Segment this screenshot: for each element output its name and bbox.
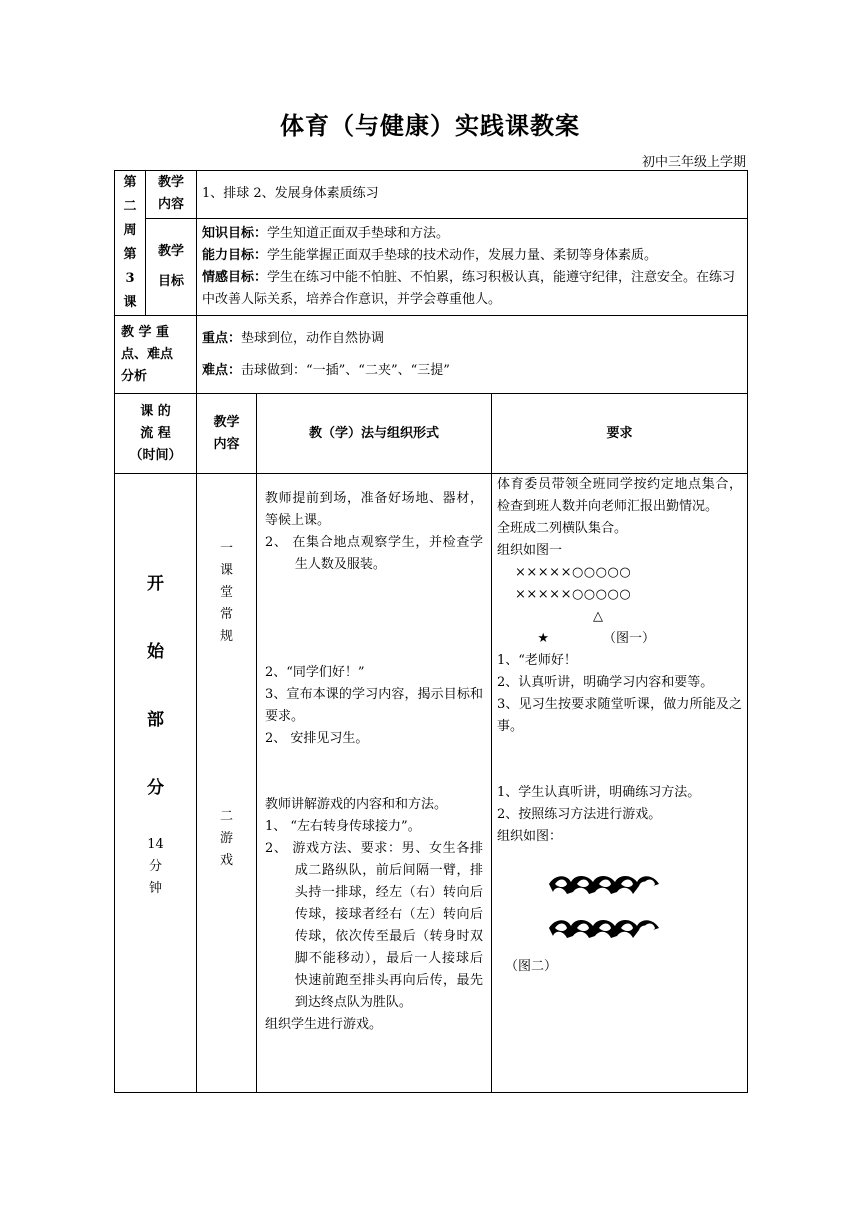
- focus-label-line: 教 学 重: [121, 324, 170, 340]
- method-line: 3、宣布本课的学习内容，揭示目标和要求。: [265, 687, 483, 724]
- focus-label-cell: [115, 316, 197, 394]
- key-label: 重点：: [202, 330, 242, 346]
- part1-label-char: 规: [219, 629, 233, 644]
- content-column: [197, 474, 257, 1093]
- focus-label-line: 分析: [121, 368, 148, 384]
- diff-text: 击球做到：“一插”、“二夹”、“三提”: [241, 362, 450, 378]
- relay-row-icon: [549, 920, 659, 938]
- method-line: 组织学生进行游戏。: [265, 1017, 383, 1032]
- req-line: 全班成二列横队集合。: [497, 521, 628, 536]
- method-line: 2、 安排见习生。: [265, 731, 369, 746]
- content-value: 1、排球 2、发展身体素质练习: [197, 171, 748, 219]
- ability-objective: [202, 245, 742, 267]
- part2-label-char: 二: [219, 809, 233, 824]
- knowledge-objective: [202, 223, 742, 245]
- part2-label-char: 游: [219, 831, 233, 846]
- part2-label-char: 戏: [219, 853, 233, 868]
- req-line: 1、学生认真听讲，明确练习方法。: [497, 785, 701, 800]
- req-line: 2、认真听讲，明确学习内容和要等。: [497, 675, 714, 690]
- emotion-text: 学生在练习中能不怕脏、不怕累，练习积极认真，能遵守纪律，注意安全。在练习中改善人际关系，培养合作意识，并学会尊重他人。: [202, 269, 736, 307]
- method-line: 教师讲解游戏的内容和和方法。: [265, 797, 448, 812]
- week-char: 第: [123, 247, 137, 262]
- objectives-label-b: 目标: [157, 273, 184, 289]
- focus-label-line: 点、难点: [121, 346, 174, 362]
- teacher-triangle: △: [593, 609, 603, 624]
- formation-row: ×××××○○○○○: [515, 565, 632, 580]
- method-column: [257, 474, 492, 1093]
- section-char: 分: [147, 778, 164, 798]
- method-line: 1、 “左右转身传球接力”。: [265, 819, 421, 834]
- part1-label-char: 一: [219, 541, 233, 556]
- lesson-plan-table: [114, 170, 748, 1093]
- method-line: 2、 游戏方法、要求：男、女生各排成二路纵队，前后间隔一臂，排头持一排球，经左（右）转向后传球，接球者经右（左）转向后传球，依次传至最后（转身时双脚不能移动），最后一人接球后快速前跑至排头再向后传，最先到达终点队为胜队。: [265, 841, 483, 1010]
- method-line: 教师提前到场，准备好场地、器材，等候上课。: [265, 491, 483, 528]
- formation-row: ×××××○○○○○: [515, 587, 632, 602]
- knowledge-text: 学生知道正面双手垫球和方法。: [267, 225, 450, 241]
- header-req: 要求: [492, 394, 748, 474]
- relay-formation-diagram: [497, 856, 743, 956]
- ability-text: 学生能掌握正面双手垫球的技术动作，发展力量、柔韧等身体素质。: [267, 247, 658, 263]
- method-line: 2、 在集合地点观察学生，并检查学生人数及服装。: [265, 535, 483, 572]
- section-char: 开: [147, 574, 164, 594]
- content-label-cell: [146, 171, 197, 219]
- header-process-line: （时间）: [129, 447, 182, 463]
- document-title: 体育（与健康）实践课教案: [280, 111, 580, 140]
- focus-cell: [197, 316, 748, 394]
- part1-label-char: 常: [219, 607, 233, 622]
- header-method: 教（学）法与组织形式: [257, 394, 492, 474]
- header-content-line: 内容: [213, 436, 240, 452]
- section-cell: [115, 474, 197, 1093]
- star-row: [497, 628, 742, 650]
- week-char: 课: [123, 295, 137, 310]
- content-label-b: 内容: [157, 197, 184, 213]
- header-process-line: 课 的: [140, 403, 171, 419]
- header-content-line: 教学: [213, 414, 240, 430]
- emotion-label: 情感目标：: [202, 269, 268, 285]
- week-lesson-cell: [115, 171, 146, 316]
- req-column: [492, 474, 748, 1093]
- key-text: 垫球到位，动作自然协调: [241, 330, 385, 346]
- fig1-caption: （图一）: [603, 631, 656, 646]
- method-line: 2、“同学们好！”: [265, 665, 365, 680]
- section-char: 部: [147, 710, 164, 730]
- req-line: 1、“老师好！: [497, 653, 577, 668]
- objectives-label-cell: [146, 218, 197, 315]
- req-line: 组织如图一: [497, 543, 563, 558]
- knowledge-label: 知识目标：: [202, 225, 268, 241]
- diff-label: 难点：: [202, 362, 242, 378]
- relay-row-icon: [549, 876, 659, 894]
- part1-label-char: 课: [219, 563, 233, 578]
- req-line: 3、见习生按要求随堂听课，做力所能及之事。: [497, 697, 742, 734]
- content-label-a: 教学: [157, 175, 184, 191]
- req-line: 组织如图：: [497, 829, 563, 844]
- section-time: 14: [147, 837, 164, 852]
- section-time: 钟: [148, 881, 162, 896]
- header-content: [197, 394, 257, 474]
- star-icon: ★: [537, 631, 549, 646]
- header-process: [115, 394, 197, 474]
- week-char: 3: [125, 271, 135, 286]
- grade-label: 初中三年级上学期: [641, 155, 746, 170]
- part1-label-char: 堂: [219, 585, 233, 600]
- req-line: 2、按照练习方法进行游戏。: [497, 807, 662, 822]
- section-time: 分: [148, 859, 162, 874]
- objectives-label-a: 教学: [157, 243, 184, 259]
- week-char: 二: [123, 199, 137, 214]
- key-point: [202, 328, 742, 350]
- fig2-caption: （图二）: [505, 959, 558, 974]
- req-line: 体育委员带领全班同学按约定地点集合，检查到班人数并向老师汇报出勤情况。: [497, 477, 742, 514]
- header-process-line: 流 程: [140, 425, 171, 441]
- objectives-cell: [197, 218, 748, 315]
- week-char: 第: [123, 175, 137, 190]
- difficult-point: [202, 360, 742, 382]
- section-char: 始: [147, 642, 164, 662]
- emotion-objective: [202, 267, 742, 311]
- week-char: 周: [123, 223, 137, 238]
- ability-label: 能力目标：: [202, 247, 268, 263]
